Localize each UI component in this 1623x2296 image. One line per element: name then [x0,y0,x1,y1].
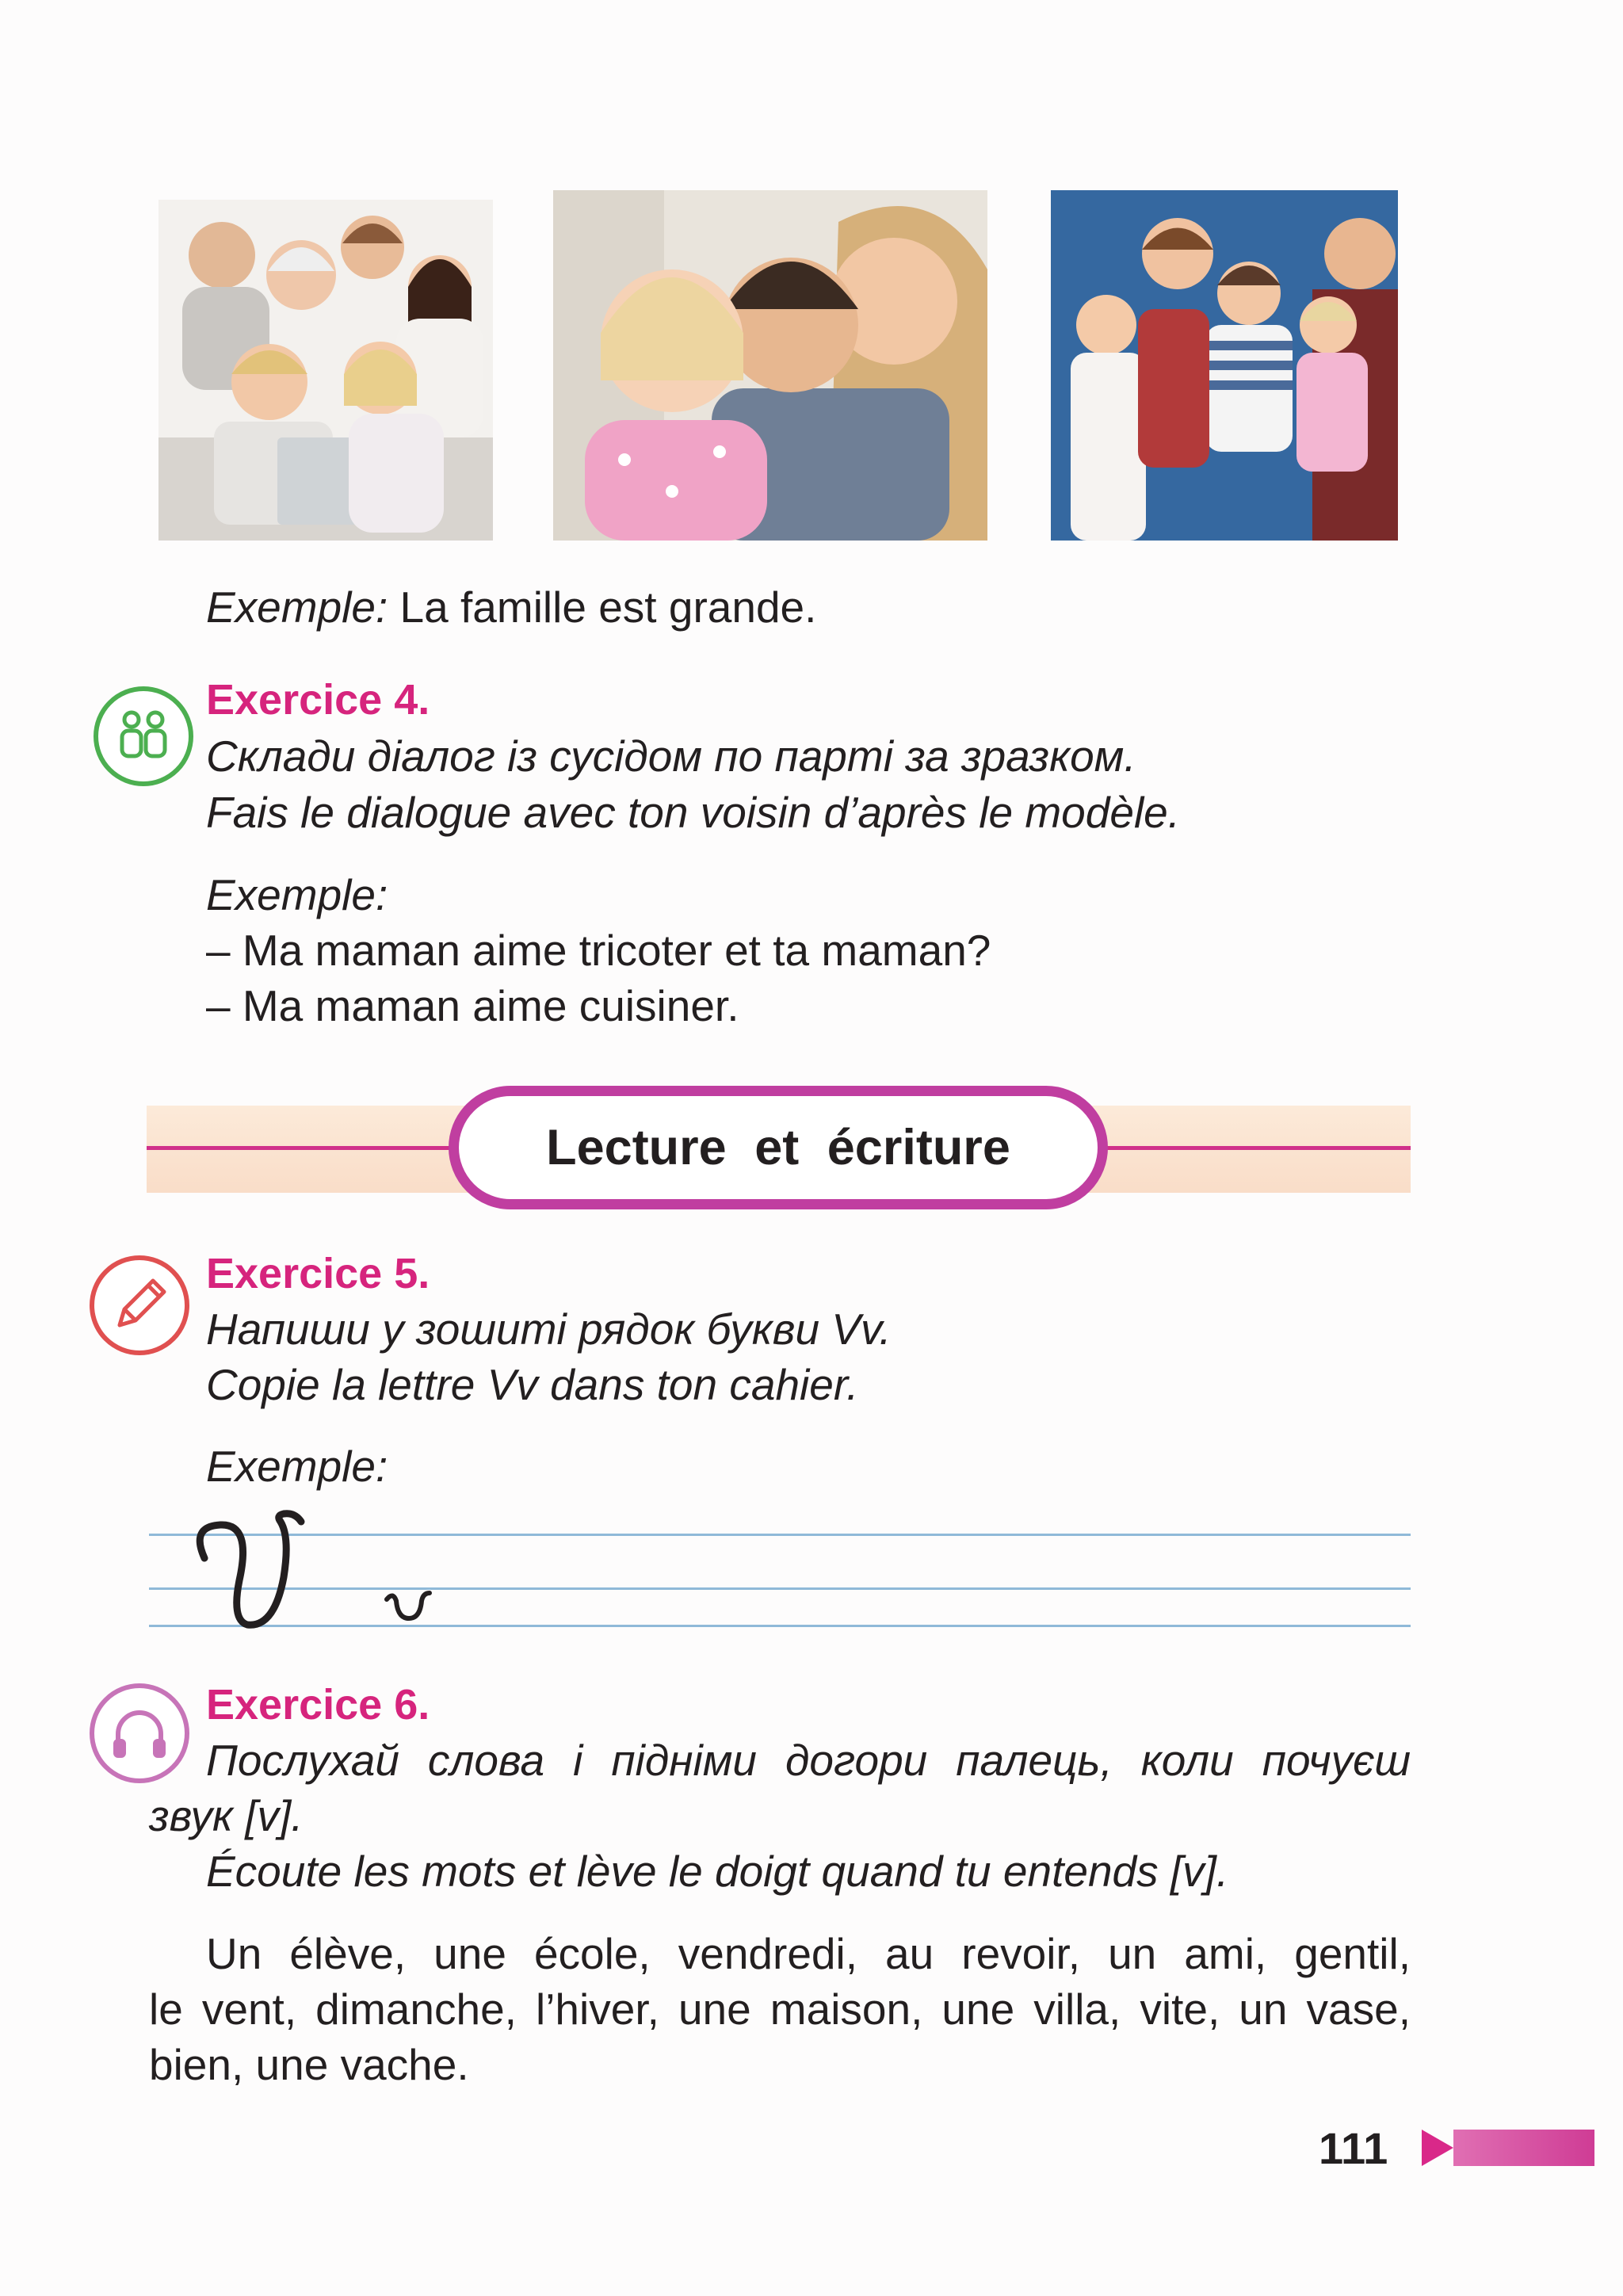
exercise4-instruction-fr: Fais le dialogue avec ton voisin d’après le modèle. [206,788,1181,837]
pair-work-icon [94,686,193,786]
section-title: Lecture et écriture [546,1120,1010,1175]
example-text: La famille est grande. [388,583,817,632]
dialogue-line-2: – Ma maman aime cuisiner. [206,981,739,1030]
dialogue-line-1: – Ma maman aime tricoter et ta maman? [206,926,991,975]
page-arrow-icon [1422,2130,1453,2166]
exercise6-instruction-uk-line1: Послухай слова і підніми догори палець, коли почуєш [206,1736,1411,1785]
exercise5-title: Exercice 5. [206,1250,430,1297]
words-line-2: le vent, dimanche, l’hiver, une maison, une villa, vite, un vase, [149,1985,1411,2034]
page-number: 111 [1319,2123,1388,2173]
exercise5-instruction-uk: Напиши у зошиті рядок букви Vv. [206,1305,892,1354]
example-label: Exemple: [206,583,388,632]
section-banner-line-left [147,1146,452,1150]
family-photo-large-family [1051,190,1398,541]
family-photo-parents-daughter [553,190,987,541]
exercise6-title: Exercice 6. [206,1681,430,1729]
section-banner [449,1086,1108,1209]
exercise4-instruction-uk: Склади діалог із сусідом по парті за зразком. [206,732,1136,781]
exercise4-title: Exercice 4. [206,676,430,724]
pencil-icon [90,1255,189,1355]
exercise4-example-label: Exemple: [206,870,388,919]
example-family-line [206,579,816,635]
words-line-3: bien, une vache. [149,2040,469,2089]
exercise5-example-label: Exemple: [206,1442,388,1491]
family-photo-grandparents [158,200,493,541]
section-banner-line-right [1106,1146,1411,1150]
page-number-bar [1453,2130,1594,2166]
words-line-1: Un élève, une école, vendredi, au revoir, un ami, gentil, [206,1929,1411,1978]
cursive-letters [190,1506,444,1641]
headphones-icon [90,1683,189,1783]
exercise5-instruction-fr: Copie la lettre Vv dans ton cahier. [206,1360,859,1409]
exercise6-instruction-uk-line2: звук [v]. [149,1791,304,1840]
exercise6-instruction-fr: Écoute les mots et lève le doigt quand tu entends [v]. [206,1847,1229,1896]
